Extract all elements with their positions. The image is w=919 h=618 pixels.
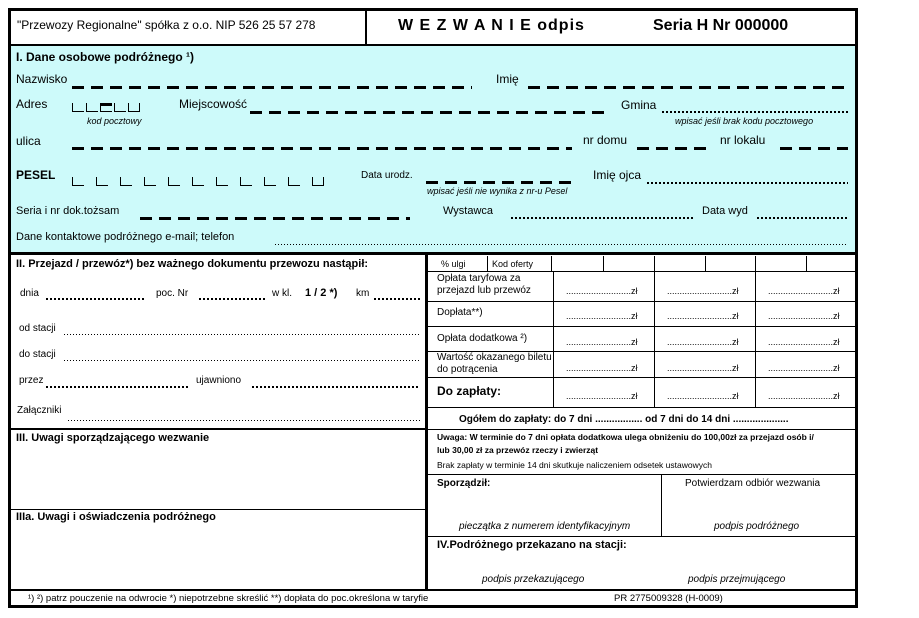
section1-bottom-line (11, 252, 855, 255)
father-name-field[interactable] (647, 182, 848, 184)
from-station-field[interactable] (64, 334, 420, 335)
municipality-field[interactable] (662, 111, 848, 113)
header-bottom-line (11, 44, 855, 46)
fees-col-divider-c (603, 256, 604, 271)
company-info: "Przewozy Regionalne" spółka z o.o. NIP 526 25 57 278 (17, 18, 316, 32)
house-no-label: nr domu (583, 133, 628, 147)
footer-notes: ¹) ²) patrz pouczenie na odwrocie *) niepotrzebne skreślić **) dopłata do poc.określona w taryfie (28, 593, 429, 604)
birth-date-field[interactable] (426, 181, 572, 184)
train-field[interactable] (199, 298, 265, 300)
town-label: Miejscowość (179, 97, 248, 111)
fee-row-label: Dopłata**) (437, 307, 483, 318)
address-label: Adres (16, 97, 48, 111)
section3-heading: III. Uwagi sporządzającego wezwanie (16, 432, 210, 444)
fee-amount-2b[interactable]: ..........................zł (667, 311, 739, 321)
flat-no-field[interactable] (780, 147, 848, 150)
fee-row-label: Opłata taryfowa za przejazd lub przewóz (437, 273, 531, 296)
fee-amount-3c[interactable]: ..........................zł (768, 337, 840, 347)
fee-amount-1b[interactable]: ..........................zł (667, 286, 739, 296)
section4-heading: IV.Podróżnego przekazano na stacji: (437, 539, 627, 551)
signature-bottom-line (428, 536, 855, 537)
attachments-field[interactable] (68, 420, 420, 421)
fee-amount-1a[interactable]: ..........................zł (566, 286, 638, 296)
id-doc-label: Seria i nr dok.tożsam (16, 205, 120, 217)
birth-date-hint: wpisać jeśli nie wynika z nr-u Pesel (427, 186, 568, 196)
fees-col-divider-e (806, 256, 807, 271)
to-station-field[interactable] (64, 360, 420, 361)
stamp-caption: pieczątka z numerem identyfikacyjnym (459, 521, 631, 532)
discount-label: % ulgi (441, 259, 466, 269)
class-label: w kl. (272, 288, 292, 299)
fee-amount-5b[interactable]: ..........................zł (667, 391, 739, 401)
section1-heading: I. Dane osobowe podróżnego ¹) (16, 50, 194, 64)
fee-amount-5c[interactable]: ..........................zł (768, 391, 840, 401)
town-field[interactable] (250, 111, 610, 114)
issue-date-label: Data wyd (702, 205, 748, 217)
contact-label: Dane kontaktowe podróżnego e-mail; telefon (16, 231, 235, 243)
train-label: poc. Nr (156, 288, 189, 299)
surname-label: Nazwisko (16, 72, 68, 86)
notice-bottom-line (428, 474, 855, 475)
fees-vline-1 (553, 271, 554, 408)
fees-row-line (428, 407, 855, 408)
attachments-label: Załączniki (17, 405, 62, 416)
cancelled-label: ujawniono (196, 375, 242, 386)
footer-code: PR 2775009328 (H-0009) (614, 593, 723, 604)
form-series: Seria H Nr 000000 (653, 17, 789, 34)
offer-code-label: Kod oferty (492, 259, 534, 269)
cancelled-field[interactable] (252, 386, 420, 388)
form-title: W E Z W A N I E odpis (398, 17, 585, 34)
fee-amount-5a[interactable]: ..........................zł (566, 391, 638, 401)
contact-field[interactable] (275, 244, 848, 245)
day-field[interactable] (46, 298, 144, 300)
fees-row-line (428, 326, 855, 327)
fee-amount-4a[interactable]: ..........................zł (566, 363, 638, 373)
fees-col-divider-d (705, 256, 706, 271)
from-station-label: od stacji (19, 323, 56, 334)
postal-code-field[interactable] (72, 103, 142, 112)
total-to-pay: Ogółem do zapłaty: do 7 dni ................. od 7 dni do 14 dni .................... (459, 414, 789, 425)
km-label: km (356, 288, 370, 299)
notice-line-3: Brak zapłaty w terminie 14 dni skutkuje naliczeniem odsetek ustawowych (437, 460, 712, 470)
class-value[interactable]: 1 / 2 *) (305, 287, 338, 299)
fee-total-label: Do zapłaty: (437, 384, 502, 398)
km-field[interactable] (374, 298, 420, 300)
total-bottom-line (428, 429, 855, 430)
pesel-label: PESEL (16, 168, 56, 182)
section2-bottom-line (11, 428, 427, 430)
section3a-heading: IIIa. Uwagi i oświadczenia podróżnego (16, 511, 216, 523)
street-label: ulica (16, 134, 41, 148)
fee-amount-4c[interactable]: ..........................zł (768, 363, 840, 373)
municipality-label: Gmina (621, 98, 657, 112)
notice-line-1: Uwaga: W terminie do 7 dni opłata dodatkowa ulega obniżeniu do 100,00zł za przejazd osób i/ (437, 432, 814, 442)
to-station-label: do stacji (19, 349, 56, 360)
fees-header-line (428, 271, 855, 272)
fees-vline-3 (755, 256, 756, 408)
via-field[interactable] (46, 386, 188, 388)
issuer-label: Wystawca (443, 205, 494, 217)
fee-amount-4b[interactable]: ..........................zł (667, 363, 739, 373)
id-doc-field[interactable] (140, 217, 410, 220)
notice-line-2: lub 30,00 zł za przewóz rzeczy i zwierząt (437, 445, 599, 455)
fees-row-line (428, 377, 855, 378)
house-no-field[interactable] (637, 147, 709, 150)
handing-signature-caption: podpis przekazującego (482, 574, 585, 585)
fee-amount-3a[interactable]: ..........................zł (566, 337, 638, 347)
confirm-label: Potwierdzam odbiór wezwania (685, 478, 821, 489)
first-name-label: Imię (496, 72, 519, 86)
pesel-field[interactable] (72, 177, 326, 186)
issuer-field[interactable] (511, 217, 694, 219)
surname-field[interactable] (72, 86, 472, 89)
fee-row-label: Opłata dodatkowa ²) (437, 333, 528, 344)
fees-col-divider-b (551, 256, 552, 271)
header-divider (365, 10, 367, 45)
father-name-label: Imię ojca (593, 168, 642, 182)
postal-code-hint: kod pocztowy (87, 116, 142, 126)
fee-row-label: Wartość okazanego biletu do potrącenia (437, 352, 552, 375)
prepared-label: Sporządził: (437, 478, 491, 489)
fee-amount-3b[interactable]: ..........................zł (667, 337, 739, 347)
fee-amount-1c[interactable]: ..........................zł (768, 286, 840, 296)
street-field[interactable] (72, 147, 572, 150)
passenger-signature-caption: podpis podróżnego (714, 521, 800, 532)
fees-col-divider-a (487, 256, 488, 271)
fees-row-line (428, 301, 855, 302)
main-column-divider (425, 255, 428, 590)
section3-divider (11, 509, 427, 510)
via-label: przez (19, 375, 44, 386)
footer-top-line (11, 589, 855, 591)
municipality-hint: wpisać jeśli brak kodu pocztowego (675, 116, 814, 126)
flat-no-label: nr lokalu (720, 133, 766, 147)
first-name-field[interactable] (528, 86, 848, 89)
issue-date-field[interactable] (757, 217, 848, 219)
fee-amount-2a[interactable]: ..........................zł (566, 311, 638, 321)
fee-amount-2c[interactable]: ..........................zł (768, 311, 840, 321)
day-label: dnia (20, 288, 39, 299)
section2-heading: II. Przejazd / przewóz*) bez ważnego dokumentu przewozu nastąpił: (16, 258, 369, 270)
birth-date-label: Data urodz. (361, 170, 413, 181)
receiving-signature-caption: podpis przejmującego (688, 574, 786, 585)
fees-vline-2 (654, 256, 655, 408)
signature-divider (661, 475, 662, 537)
